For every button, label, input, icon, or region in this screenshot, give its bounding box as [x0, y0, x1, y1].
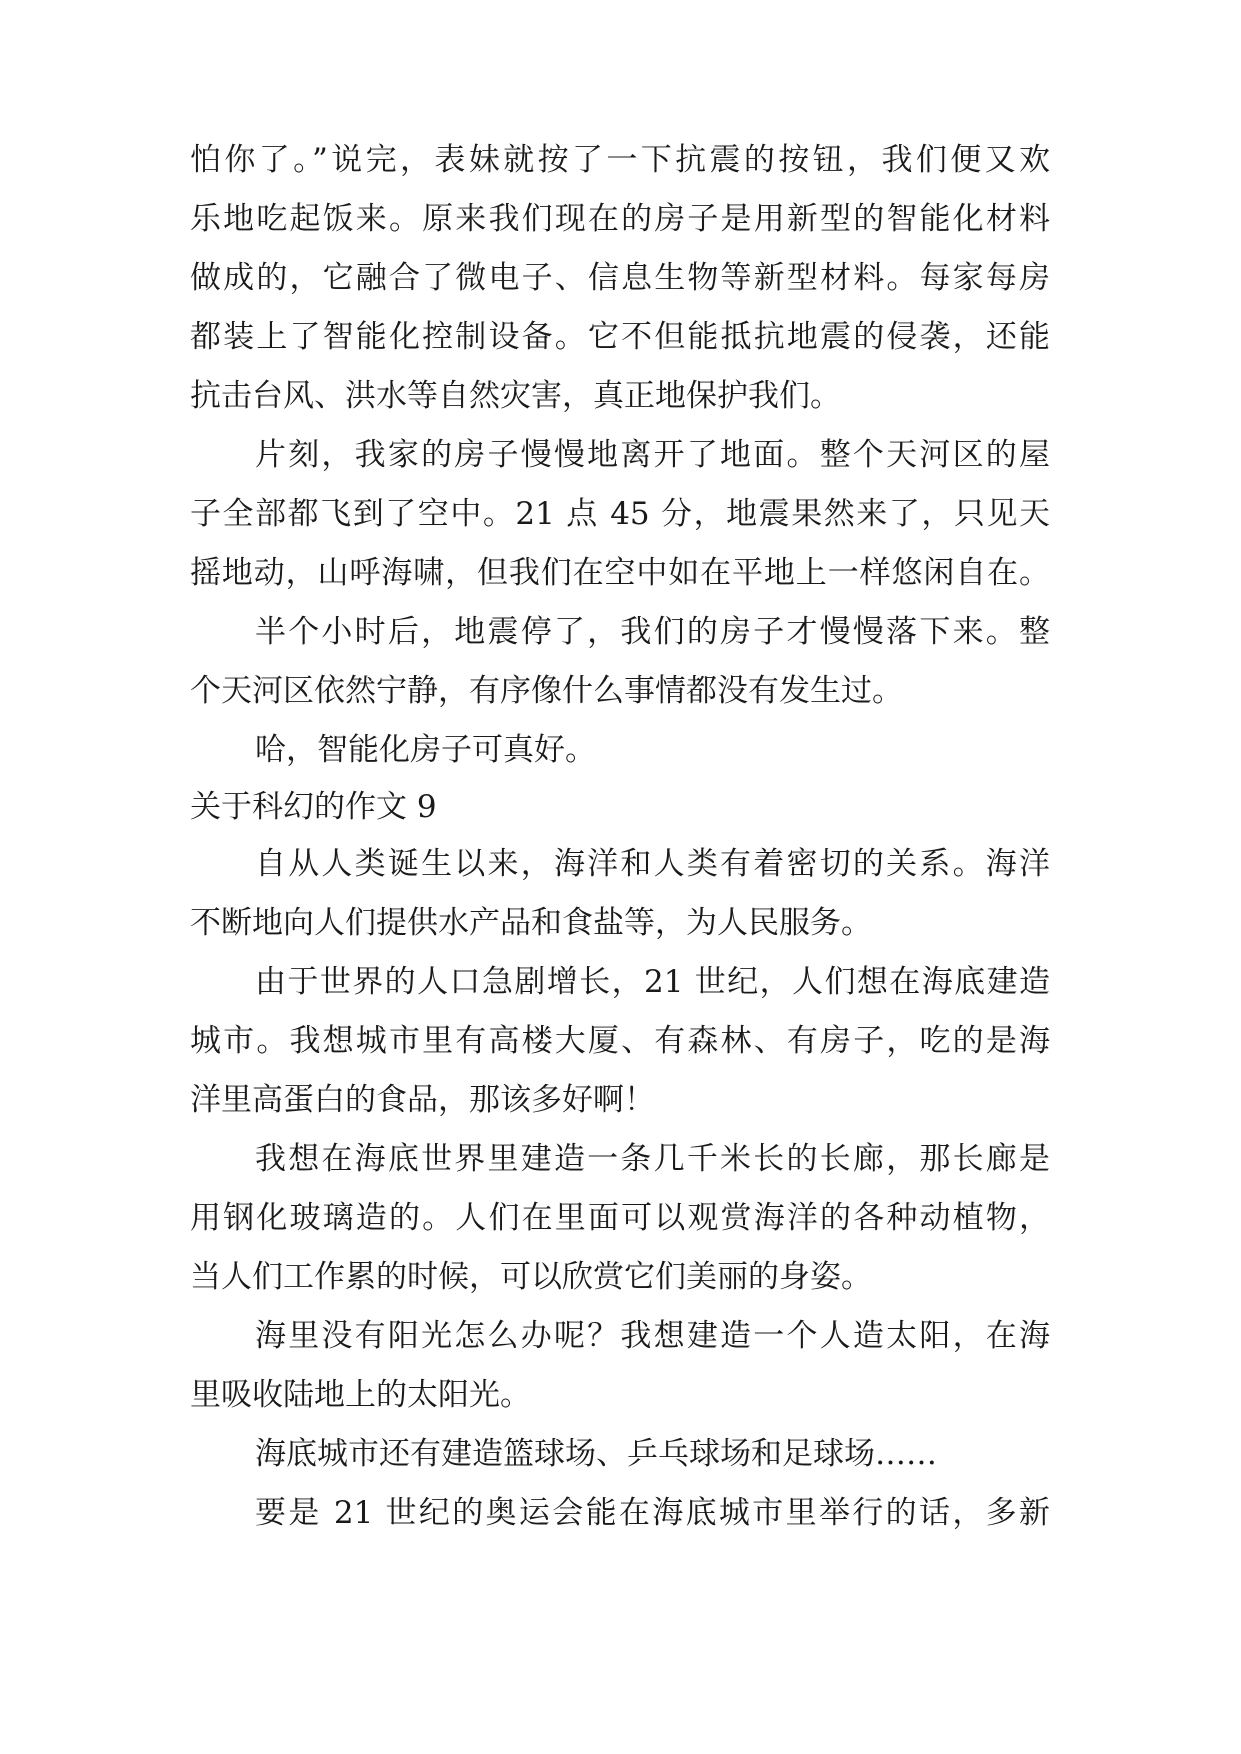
body-text-line: 怕你了。”说完，表妹就按了一下抗震的按钮，我们便又欢	[190, 142, 1050, 178]
body-text-line: 都装上了智能化控制设备。它不但能抵抗地震的侵袭，还能	[190, 319, 1050, 355]
body-text-line: 子全部都飞到了空中。21 点 45 分，地震果然来了，只见天	[190, 496, 1050, 532]
body-text-line: 乐地吃起饭来。原来我们现在的房子是用新型的智能化材料	[190, 201, 1050, 237]
body-text-line: 城市。我想城市里有高楼大厦、有森林、有房子，吃的是海	[190, 1023, 1050, 1059]
body-text-line: 用钢化玻璃造的。人们在里面可以观赏海洋的各种动植物，	[190, 1200, 1050, 1236]
paragraph-first-line: 要是 21 世纪的奥运会能在海底城市里举行的话，多新	[255, 1495, 1050, 1531]
body-text-line: 不断地向人们提供水产品和食盐等，为人民服务。	[190, 905, 872, 941]
body-text-line: 当人们工作累的时候，可以欣赏它们美丽的身姿。	[190, 1259, 872, 1295]
body-text-line: 做成的，它融合了微电子、信息生物等新型材料。每家每房	[190, 260, 1050, 296]
body-text-line: 洋里高蛋白的食品，那该多好啊！	[190, 1082, 655, 1118]
body-text-line: 个天河区依然宁静，有序像什么事情都没有发生过。	[190, 673, 903, 709]
paragraph-first-line: 片刻，我家的房子慢慢地离开了地面。整个天河区的屋	[255, 437, 1050, 473]
paragraph-first-line: 半个小时后，地震停了，我们的房子才慢慢落下来。整	[255, 614, 1050, 650]
paragraph-first-line: 由于世界的人口急剧增长，21 世纪，人们想在海底建造	[255, 964, 1050, 1000]
paragraph-first-line: 海底城市还有建造篮球场、乒乓球场和足球场……	[255, 1436, 937, 1472]
paragraph-first-line: 海里没有阳光怎么办呢？我想建造一个人造太阳，在海	[255, 1318, 1050, 1354]
paragraph-first-line: 自从人类诞生以来，海洋和人类有着密切的关系。海洋	[255, 846, 1050, 882]
body-text-line: 摇地动，山呼海啸，但我们在空中如在平地上一样悠闲自在。	[190, 555, 1050, 591]
section-heading: 关于科幻的作文 9	[190, 789, 437, 825]
body-text-line: 抗击台风、洪水等自然灾害，真正地保护我们。	[190, 378, 841, 414]
body-text-line: 里吸收陆地上的太阳光。	[190, 1377, 531, 1413]
paragraph-first-line: 哈，智能化房子可真好。	[255, 732, 596, 768]
paragraph-first-line: 我想在海底世界里建造一条几千米长的长廊，那长廊是	[255, 1141, 1050, 1177]
